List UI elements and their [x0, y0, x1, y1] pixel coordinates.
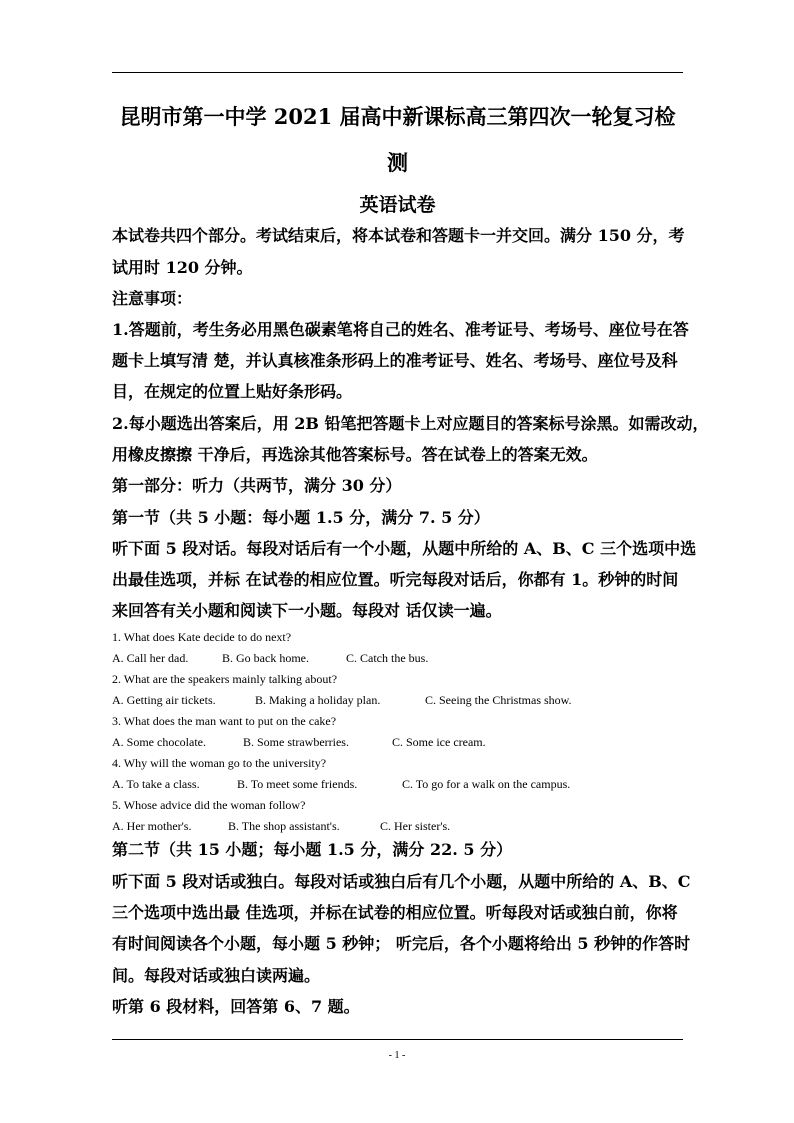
question: 5. Whose advice did the woman follow?: [112, 798, 306, 812]
options-row: [112, 778, 570, 790]
options-row: [112, 652, 428, 664]
intro-line: 试用时 120 分钟。: [112, 258, 253, 277]
intro-line: 本试卷共四个部分。考试结束后，将本试卷和答题卡一并交回。满分 150 分，考: [112, 226, 685, 245]
options-row: [112, 820, 450, 832]
question: 4. Why will the woman go to the university?: [112, 756, 327, 770]
question: 3. What does the man want to put on the cake?: [112, 714, 337, 728]
option-a: A. Getting air tickets.: [112, 693, 216, 707]
section-instruction: 出最佳选项，并标 在试卷的相应位置。听完每段对话后，你都有 1。秒钟的时间: [112, 570, 679, 589]
option-c: C. Catch the bus.: [346, 651, 429, 665]
header-rule: [112, 72, 683, 73]
notice-item: 目，在规定的位置上贴好条形码。: [112, 382, 353, 401]
notice-item: 题卡上填写清 楚，并认真核准条形码上的准考证号、姓名、考场号、座位号及科: [112, 351, 678, 370]
option-c: C. Her sister's.: [380, 819, 451, 833]
section-instruction: 间。每段对话或独白读两遍。: [112, 966, 321, 985]
material-instruction: 听第 6 段材料，回答第 6、7 题。: [112, 997, 360, 1016]
notice-item: 1.答题前，考生务必用黑色碳素笔将自己的姓名、准考证号、考场号、座位号在答: [112, 320, 689, 339]
question: 1. What does Kate decide to do next?: [112, 630, 292, 644]
option-a: A. Her mother's.: [112, 819, 192, 833]
footer-rule: [112, 1039, 683, 1040]
option-b: B. To meet some friends.: [237, 777, 358, 791]
option-b: B. Go back home.: [222, 651, 309, 665]
notice-item: 用橡皮擦擦 干净后，再选涂其他答案标号。答在试卷上的答案无效。: [112, 445, 598, 464]
page-number: - 1 -: [388, 1050, 406, 1061]
option-c: C. Seeing the Christmas show.: [425, 693, 572, 707]
options-row: [112, 694, 572, 706]
section-instruction: 听下面 5 段对话或独白。每段对话或独白后有几个小题，从题中所给的 A、B、C: [112, 872, 691, 891]
option-c: C. To go for a walk on the campus.: [402, 777, 571, 791]
section-heading: 第二节（共 15 小题；每小题 1.5 分，满分 22. 5 分）: [112, 840, 513, 859]
option-b: B. Making a holiday plan.: [255, 693, 381, 707]
section-instruction: 听下面 5 段对话。每段对话后有一个小题，从题中所给的 A、B、C 三个选项中选: [112, 539, 697, 558]
option-a: A. Call her dad.: [112, 651, 189, 665]
section-instruction: 来回答有关小题和阅读下一小题。每段对 话仅读一遍。: [112, 601, 502, 620]
section-instruction: 三个选项中选出最 佳选项，并标在试卷的相应位置。听每段对话或独白前，你将: [112, 903, 678, 922]
section-instruction: 有时间阅读各个小题，每小题 5 秒钟； 听完后，各个小题将给出 5 秒钟的作答时: [112, 934, 691, 953]
option-a: A. To take a class.: [112, 777, 200, 791]
options-row: [112, 736, 486, 748]
option-a: A. Some chocolate.: [112, 735, 206, 749]
option-c: C. Some ice cream.: [392, 735, 486, 749]
section-heading: 第一节（共 5 小题：每小题 1.5 分，满分 7. 5 分）: [112, 508, 490, 527]
exam-subtitle: 英语试卷: [359, 194, 436, 216]
part-heading: 第一部分：听力（共两节，满分 30 分）: [112, 476, 402, 495]
exam-title-line1: 昆明市第一中学 2021 届高中新课标高三第四次一轮复习检: [119, 104, 676, 129]
exam-title-line2: 测: [387, 150, 408, 175]
question: 2. What are the speakers mainly talking about?: [112, 672, 338, 686]
option-b: B. The shop assistant's.: [228, 819, 340, 833]
notice-item: 2.每小题选出答案后，用 2B 铅笔把答题卡上对应题目的答案标号涂黑。如需改动，: [112, 414, 709, 433]
option-b: B. Some strawberries.: [243, 735, 349, 749]
notice-heading: 注意事项：: [112, 289, 193, 308]
